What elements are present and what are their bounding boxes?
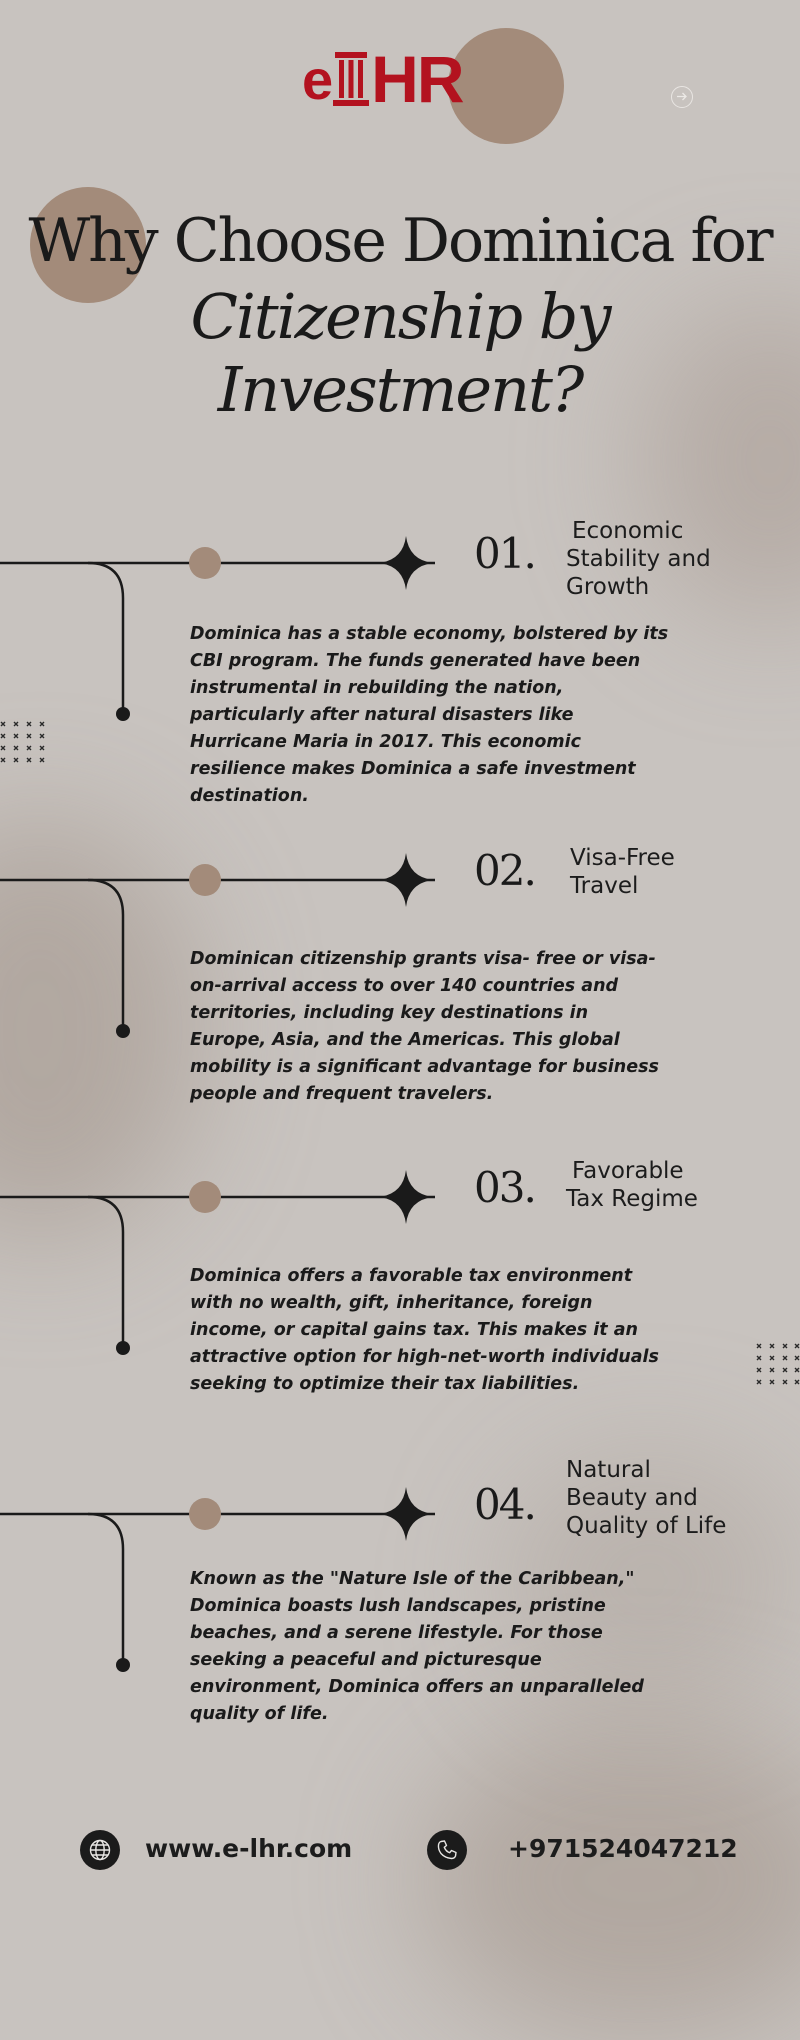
dot-grid-decoration [754, 1342, 800, 1392]
page-title-line2: Citizenship by Investment? [190, 280, 610, 426]
section-number: 04. [474, 1480, 535, 1529]
arrow-right-icon[interactable] [671, 86, 693, 108]
globe-icon [80, 1830, 120, 1870]
logo-suffix: HR [371, 42, 463, 116]
section-number: 03. [474, 1163, 535, 1212]
section-description: Dominica has a stable economy, bolstered by its CBI program. The funds generated have been instrumental in rebuilding the nation, particularly after natural disasters like Hurricane Maria in 2017. This economic resilience makes Dominica a safe investment destination. [190, 624, 669, 806]
section-heading: Favorable Tax Regime [566, 1158, 698, 1212]
section-3 [0, 1145, 800, 1445]
pillar-icon [333, 50, 369, 108]
section-heading: Economic Stability and Growth [566, 518, 711, 600]
section-number: 02. [474, 846, 535, 895]
section-1 [0, 511, 800, 811]
logo [302, 42, 522, 116]
section-description: Dominica offers a favorable tax environment with no wealth, gift, inheritance, foreign income, or capital gains tax. This makes it an attractive option for high-net-worth individuals seeking to optimize their tax liabilities. [190, 1266, 659, 1394]
section-number: 01. [474, 529, 535, 578]
background-shade [420, 1720, 800, 2040]
section-description: Known as the "Nature Isle of the Caribbean," Dominica boasts lush landscapes, pristine beaches, and a serene lifestyle. For those seeking a peaceful and picturesque environment, Dominica offers an unparalleled quality of life. [190, 1569, 644, 1724]
section-heading: Natural Beauty and Quality of Life [566, 1457, 727, 1539]
page-title-line1: Why Choose Dominica for [28, 206, 772, 276]
footer [0, 1830, 800, 1880]
dot-grid-decoration [0, 720, 46, 770]
section-heading: Visa-Free Travel [570, 845, 675, 899]
section-description: Dominican citizenship grants visa- free or visa-on-arrival access to over 140 countries and territories, including key destinations in Europe, Asia, and the Americas. This global mobility is a significant advantage for business people and frequent travelers. [190, 949, 659, 1104]
phone-number[interactable]: +971524047212 [508, 1834, 738, 1863]
section-2 [0, 828, 800, 1128]
website-link[interactable]: www.e-lhr.com [145, 1834, 353, 1863]
phone-icon [427, 1830, 467, 1870]
logo-prefix: e [302, 47, 332, 111]
section-4 [0, 1457, 800, 1762]
